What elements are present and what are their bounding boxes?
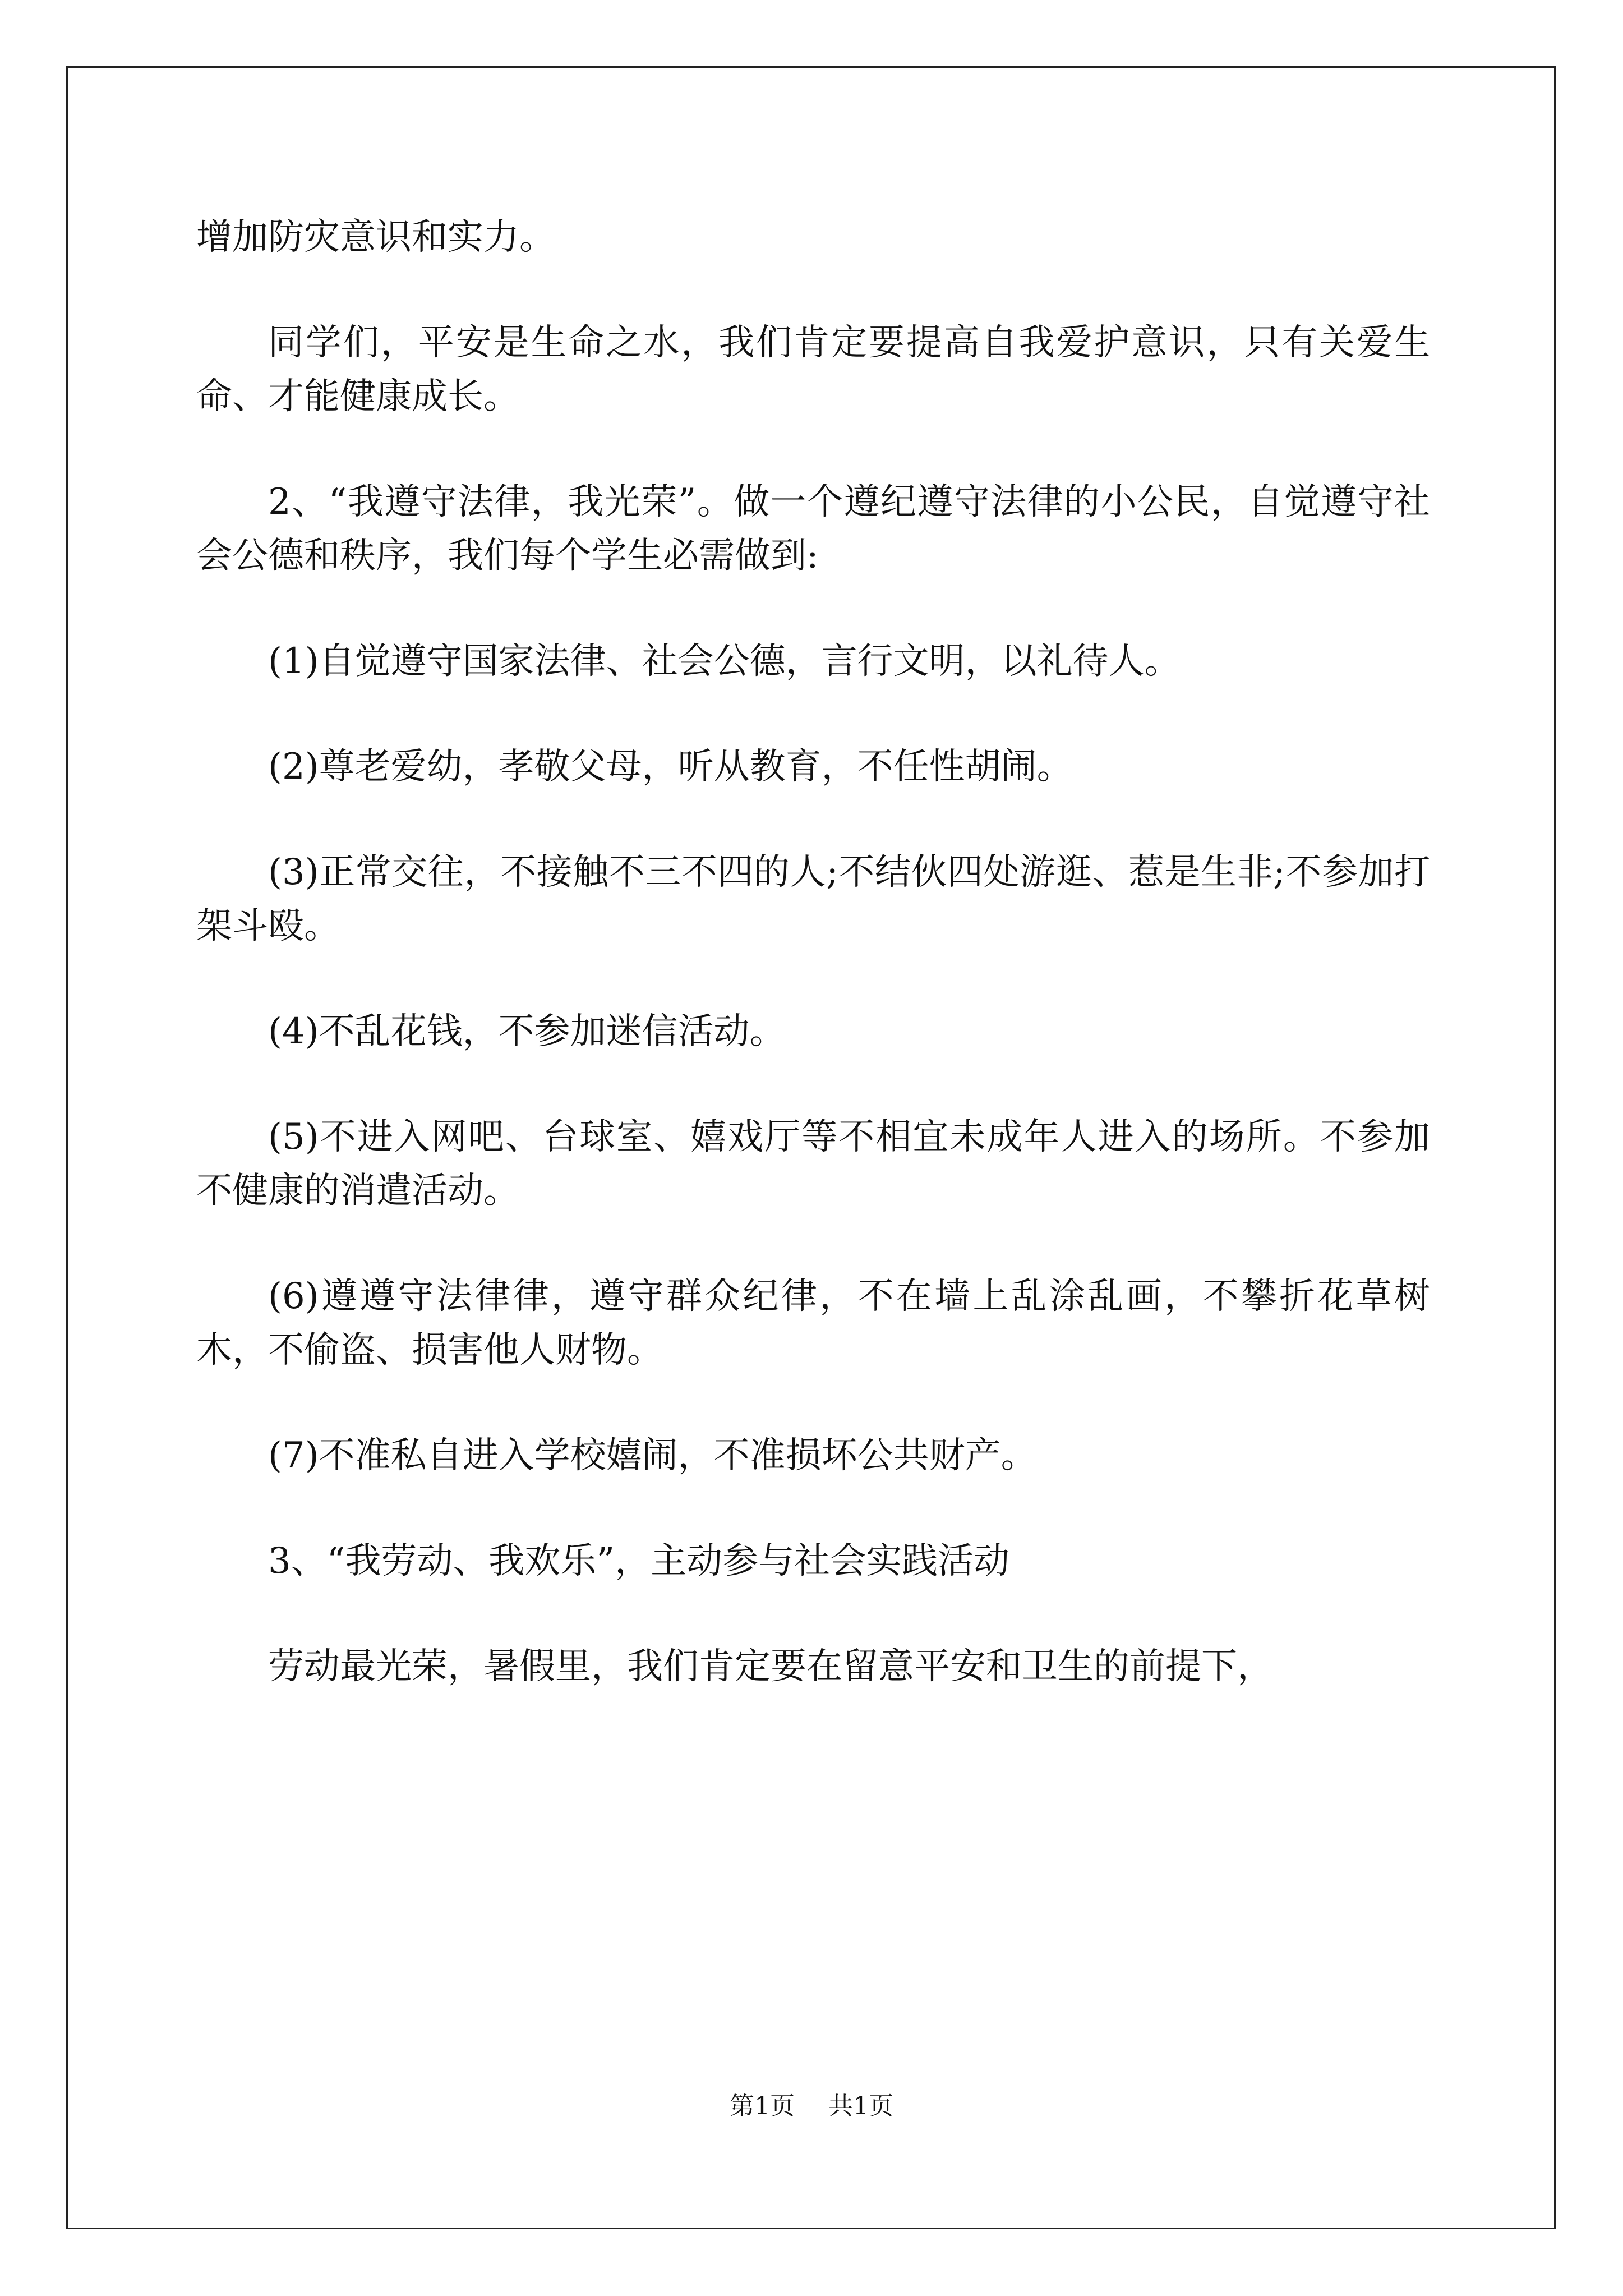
list-item: (5)不进入网吧、台球室、嬉戏厅等不相宜未成年人进入的场所。不参加不健康的消遣活动。 xyxy=(196,1116,1430,1212)
list-item: (4)不乱花钱，不参加迷信活动。 xyxy=(268,1011,786,1052)
page-footer xyxy=(0,2086,1623,2122)
list-item: (3)正常交往，不接触不三不四的人;不结伙四处游逛、惹是生非;不参加打架斗殴。 xyxy=(196,852,1430,947)
paragraph: 2、“我遵守法律，我光荣”。做一个遵纪遵守法律的小公民，自觉遵守社会公德和秩序，我们每个学生必需做到: xyxy=(196,481,1430,577)
page-total: 共1页 xyxy=(828,2092,893,2120)
list-item: (1)自觉遵守国家法律、社会公德，言行文明，以礼待人。 xyxy=(268,641,1181,682)
document-body xyxy=(196,210,1430,1745)
paragraph: 劳动最光荣，暑假里，我们肯定要在留意平安和卫生的前提下， xyxy=(268,1646,1273,1687)
list-item: (2)尊老爱幼，孝敬父母，听从教育，不任性胡闹。 xyxy=(268,746,1073,788)
page-number: 第1页 xyxy=(730,2092,795,2120)
paragraph: 增加防灾意识和实力。 xyxy=(196,217,555,258)
list-item: (7)不准私自进入学校嬉闹，不准损坏公共财产。 xyxy=(268,1435,1037,1476)
paragraph: 同学们，平安是生命之水，我们肯定要提高自我爱护意识，只有关爱生命、才能健康成长。 xyxy=(196,322,1430,417)
paragraph: 3、“我劳动、我欢乐”，主动参与社会实践活动 xyxy=(268,1540,1010,1582)
list-item: (6)遵遵守法律律，遵守群众纪律，不在墙上乱涂乱画，不攀折花草树木，不偷盗、损害他人财物。 xyxy=(196,1276,1430,1371)
